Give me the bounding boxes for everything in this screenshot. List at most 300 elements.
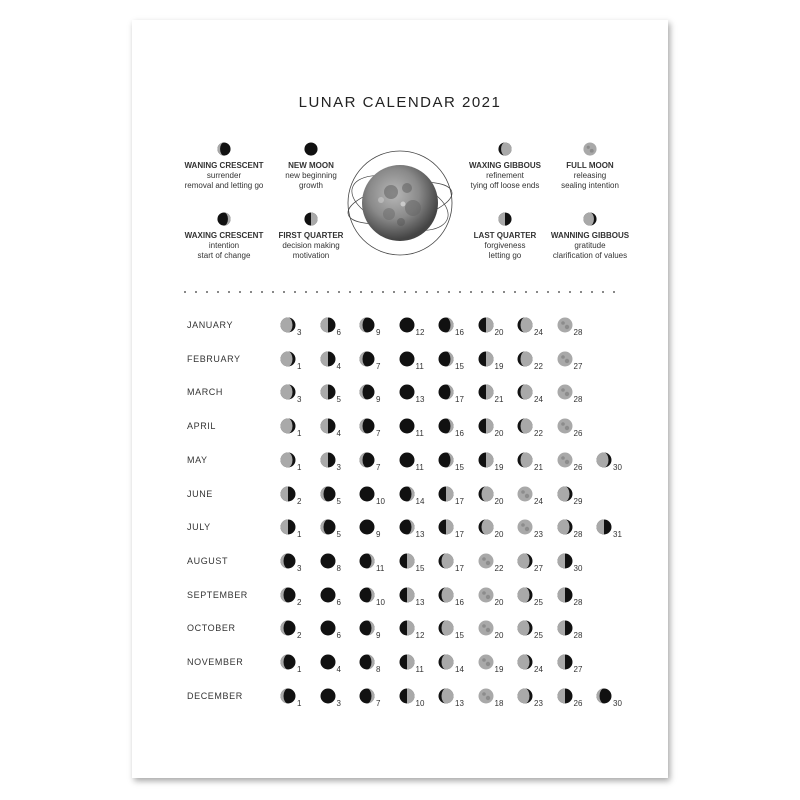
- moon-day: [320, 351, 354, 373]
- moon-day: [359, 688, 393, 710]
- moon-day: [320, 317, 354, 339]
- moon-phase-icon: [478, 587, 494, 603]
- moon-day: [280, 452, 314, 474]
- moon-day: [320, 654, 354, 676]
- moon-day: [478, 452, 512, 474]
- day-number: 20: [494, 597, 504, 607]
- moon-day: [280, 519, 314, 541]
- day-number: 26: [573, 698, 583, 708]
- month-label: MARCH: [187, 387, 223, 398]
- day-number: 3: [297, 328, 302, 337]
- moon-phase-icon: [280, 654, 296, 670]
- day-number: 4: [336, 361, 341, 371]
- day-number: 13: [415, 530, 425, 540]
- day-number: 9: [376, 395, 381, 405]
- legend-phase-name: WANNING GIBBOUS: [550, 231, 630, 240]
- moon-day: [399, 688, 433, 710]
- day-number: 10: [376, 496, 385, 506]
- moon-day: [478, 486, 512, 508]
- day-number: 19: [494, 361, 504, 371]
- moon-day: [557, 620, 591, 642]
- day-number: 17: [455, 530, 464, 540]
- day-number: 20: [494, 496, 504, 506]
- moon-day: [399, 654, 433, 676]
- legend-phase-name: WAXING GIBBOUS: [468, 161, 541, 170]
- moon-phase-icon: [478, 620, 494, 636]
- day-number: 7: [376, 429, 381, 439]
- moon-phase-icon: [399, 452, 415, 468]
- moon-day: [320, 418, 354, 440]
- moon-day: [557, 654, 591, 676]
- moon-day: [557, 688, 591, 710]
- moon-day: [517, 654, 551, 676]
- legend-meaning: removal and letting go: [184, 181, 264, 190]
- moon-day: [478, 587, 512, 609]
- moon-phase-icon: [359, 654, 375, 670]
- day-number: 1: [297, 429, 302, 439]
- moon-phase-icon: [557, 418, 573, 434]
- moon-phase-icon: [280, 384, 296, 400]
- moon-day: [438, 587, 472, 609]
- moon-phase-icon: [438, 553, 454, 569]
- moon-day: [399, 384, 433, 406]
- month-label: FEBRUARY: [187, 353, 241, 364]
- month-label: SEPTEMBER: [187, 589, 248, 600]
- day-number: 21: [494, 395, 504, 405]
- moon-phase-icon: [478, 654, 494, 670]
- day-number: 7: [376, 698, 381, 708]
- day-number: 6: [336, 631, 341, 641]
- day-number: 1: [297, 665, 302, 674]
- legend-meaning: clarification of values: [552, 251, 628, 260]
- moon-day: [596, 452, 630, 474]
- moon-phase-icon: [359, 486, 375, 502]
- moon-phase-icon: [438, 587, 454, 603]
- moon-day: [399, 620, 433, 642]
- moon-phase-icon: [280, 688, 296, 704]
- day-number: 30: [613, 698, 622, 708]
- legend-phase-name: NEW MOON: [288, 161, 334, 170]
- legend-full: [535, 142, 645, 191]
- moon-phase-icon: [517, 351, 533, 367]
- legend-meaning: intention: [208, 241, 240, 250]
- moon-day: [557, 418, 591, 440]
- moon-phase-icon: [596, 519, 612, 535]
- moon-day: [320, 384, 354, 406]
- day-number: 2: [297, 597, 302, 607]
- legend-meaning: tying off loose ends: [470, 181, 540, 190]
- moon-day: [359, 418, 393, 440]
- moon-day: [280, 418, 314, 440]
- moon-phase-icon: [320, 452, 336, 468]
- moon-day: [399, 418, 433, 440]
- moon-day: [399, 351, 433, 373]
- moon-phase-icon: [517, 384, 533, 400]
- moon-day: [517, 317, 551, 339]
- moon-phase-icon: [557, 688, 573, 704]
- moon-day: [517, 418, 551, 440]
- day-number: 1: [297, 698, 302, 708]
- moon-day: [399, 486, 433, 508]
- moon-day: [517, 486, 551, 508]
- day-number: 2: [297, 631, 302, 641]
- day-number: 5: [336, 496, 341, 506]
- moon-day: [596, 688, 630, 710]
- moon-phase-icon: [517, 553, 533, 569]
- day-number: 11: [415, 462, 424, 472]
- month-label: APRIL: [187, 421, 217, 432]
- moon-phase-icon: [280, 317, 296, 333]
- moon-phase-icon: [478, 418, 494, 434]
- moon-phase-icon: [320, 418, 336, 434]
- day-number: 19: [494, 462, 504, 472]
- day-number: 27: [534, 563, 543, 573]
- day-number: 24: [534, 328, 543, 337]
- moon-day: [280, 317, 314, 339]
- day-number: 20: [494, 328, 504, 337]
- day-number: 29: [573, 496, 583, 506]
- moon-phase-icon: [320, 519, 336, 535]
- moon-phase-icon: [478, 384, 494, 400]
- month-label: OCTOBER: [187, 623, 236, 634]
- day-number: 28: [573, 328, 583, 337]
- moon-phase-icon: [320, 317, 336, 333]
- legend-meaning: refinement: [486, 171, 524, 180]
- day-number: 6: [336, 328, 341, 337]
- moon-day: [438, 519, 472, 541]
- day-number: 7: [376, 361, 381, 371]
- moon-phase-icon: [438, 452, 454, 468]
- moon-day: [438, 351, 472, 373]
- day-number: 30: [573, 563, 583, 573]
- moon-day: [478, 519, 512, 541]
- day-number: 25: [534, 631, 543, 641]
- legend-meaning: sealing intention: [561, 181, 619, 190]
- day-number: 16: [455, 597, 464, 607]
- moon-day: [280, 384, 314, 406]
- moon-phase-icon: [399, 384, 415, 400]
- moon-phase-icon: [517, 486, 533, 502]
- moon-phase-icon: [557, 587, 573, 603]
- moon-phase-icon: [478, 351, 494, 367]
- day-number: 9: [376, 631, 381, 641]
- moon-day: [478, 317, 512, 339]
- legend-phase-name: FIRST QUARTER: [278, 231, 344, 240]
- new-moon-icon: [304, 142, 318, 156]
- moon-phase-icon: [517, 418, 533, 434]
- legend-meaning: new beginning: [285, 171, 337, 180]
- day-number: 8: [336, 563, 341, 573]
- moon-phase-icon: [438, 486, 454, 502]
- moon-phase-icon: [557, 654, 573, 670]
- day-number: 12: [415, 328, 425, 337]
- legend-meaning: start of change: [197, 251, 251, 260]
- moon-day: [438, 384, 472, 406]
- day-number: 24: [534, 496, 543, 506]
- moon-phase-icon: [557, 620, 573, 636]
- month-label: NOVEMBER: [187, 657, 244, 667]
- moon-phase-icon: [280, 418, 296, 434]
- moon-day: [478, 351, 512, 373]
- moon-phase-icon: [399, 587, 415, 603]
- moon-day: [517, 553, 551, 575]
- moon-day: [320, 587, 354, 609]
- moon-day: [320, 688, 354, 710]
- day-number: 17: [455, 395, 464, 405]
- moon-phase-icon: [557, 317, 573, 333]
- moon-phase-icon: [320, 553, 336, 569]
- moon-phase-icon: [517, 654, 533, 670]
- legend-phase-name: WAXING CRESCENT: [184, 231, 264, 240]
- legend-meaning: letting go: [488, 251, 522, 260]
- day-number: 12: [415, 631, 425, 641]
- moon-phase-icon: [280, 351, 296, 367]
- day-number: 27: [573, 361, 583, 371]
- moon-phase-icon: [399, 688, 415, 704]
- day-number: 17: [455, 563, 464, 573]
- moon-phase-icon: [517, 620, 533, 636]
- page-title: LUNAR CALENDAR 2021: [298, 94, 502, 111]
- moon-phase-icon: [359, 317, 375, 333]
- moon-day: [557, 317, 591, 339]
- moon-phase-icon: [359, 351, 375, 367]
- day-number: 3: [297, 395, 302, 405]
- day-number: 31: [613, 530, 622, 540]
- moon-phase-icon: [438, 519, 454, 535]
- day-number: 6: [336, 597, 341, 607]
- moon-day: [478, 553, 512, 575]
- moon-day: [359, 654, 393, 676]
- month-label: JANUARY: [187, 320, 234, 330]
- legend-meaning: decision making: [282, 241, 340, 250]
- month-label: AUGUST: [187, 555, 229, 566]
- moon-day: [359, 587, 393, 609]
- first-quarter-moon-icon: [304, 212, 318, 226]
- moon-phase-icon: [438, 351, 454, 367]
- moon-day: [438, 654, 472, 676]
- moon-day: [517, 351, 551, 373]
- legend-phase-name: FULL MOON: [566, 161, 614, 170]
- moon-day: [399, 452, 433, 474]
- moon-phase-icon: [557, 384, 573, 400]
- moon-phase-icon: [517, 688, 533, 704]
- day-number: 10: [415, 698, 425, 708]
- moon-day: [438, 620, 472, 642]
- day-number: 1: [297, 530, 302, 540]
- moon-phase-icon: [320, 486, 336, 502]
- day-number: 11: [415, 429, 424, 439]
- moon-phase-icon: [320, 351, 336, 367]
- day-number: 14: [455, 665, 464, 674]
- day-number: 21: [534, 462, 543, 472]
- moon-day: [359, 553, 393, 575]
- day-number: 25: [534, 597, 543, 607]
- day-number: 15: [415, 563, 425, 573]
- waning-gibbous-moon-icon: [583, 212, 597, 226]
- moon-day: [478, 688, 512, 710]
- moon-phase-icon: [478, 452, 494, 468]
- legend-meaning: surrender: [206, 171, 242, 180]
- moon-phase-icon: [359, 384, 375, 400]
- full-moon-illustration-icon: [345, 148, 455, 258]
- day-number: 13: [415, 395, 425, 405]
- moon-day: [320, 452, 354, 474]
- day-number: 3: [336, 462, 341, 472]
- day-number: 16: [455, 429, 464, 439]
- day-number: 30: [613, 462, 622, 472]
- moon-phase-icon: [478, 553, 494, 569]
- day-number: 17: [455, 496, 464, 506]
- moon-day: [557, 587, 591, 609]
- day-number: 3: [297, 563, 302, 573]
- day-number: 5: [336, 395, 341, 405]
- day-number: 2: [297, 496, 302, 506]
- moon-phase-icon: [359, 688, 375, 704]
- legend-meaning: forgiveness: [484, 241, 526, 250]
- moon-phase-icon: [280, 553, 296, 569]
- moon-phase-icon: [438, 384, 454, 400]
- moon-phase-icon: [557, 519, 573, 535]
- moon-phase-icon: [478, 317, 494, 333]
- moon-day: [478, 418, 512, 440]
- moon-phase-icon: [517, 452, 533, 468]
- moon-phase-icon: [399, 486, 415, 502]
- day-number: 26: [573, 462, 583, 472]
- day-number: 1: [297, 361, 302, 371]
- moon-phase-icon: [517, 519, 533, 535]
- moon-phase-icon: [320, 587, 336, 603]
- waxing-gibbous-moon-icon: [498, 142, 512, 156]
- moon-phase-icon: [280, 620, 296, 636]
- moon-day: [359, 317, 393, 339]
- day-number: 4: [336, 429, 341, 439]
- month-label: JULY: [187, 522, 211, 533]
- moon-day: [557, 486, 591, 508]
- moon-day: [557, 452, 591, 474]
- moon-phase-icon: [320, 384, 336, 400]
- moon-phase-icon: [359, 587, 375, 603]
- last-quarter-moon-icon: [498, 212, 512, 226]
- moon-day: [280, 654, 314, 676]
- day-number: 13: [455, 698, 464, 708]
- moon-day: [399, 519, 433, 541]
- moon-day: [320, 620, 354, 642]
- moon-day: [280, 351, 314, 373]
- day-number: 9: [376, 328, 381, 337]
- moon-day: [557, 384, 591, 406]
- moon-phase-icon: [320, 654, 336, 670]
- moon-day: [280, 587, 314, 609]
- moon-day: [557, 351, 591, 373]
- day-number: 28: [573, 395, 583, 405]
- day-number: 15: [455, 361, 464, 371]
- moon-day: [359, 452, 393, 474]
- moon-day: [438, 553, 472, 575]
- moon-day: [359, 351, 393, 373]
- day-number: 7: [376, 462, 381, 472]
- day-number: 24: [534, 395, 543, 405]
- day-number: 13: [415, 597, 425, 607]
- day-number: 23: [534, 530, 543, 540]
- day-number: 22: [534, 429, 543, 439]
- moon-phase-icon: [399, 654, 415, 670]
- legend-phase-name: WANING CRESCENT: [184, 161, 264, 170]
- day-number: 22: [534, 361, 543, 371]
- moon-day: [359, 519, 393, 541]
- day-number: 20: [494, 530, 504, 540]
- moon-phase-icon: [596, 688, 612, 704]
- moon-phase-icon: [557, 486, 573, 502]
- moon-phase-icon: [359, 452, 375, 468]
- moon-day: [399, 317, 433, 339]
- moon-phase-icon: [517, 317, 533, 333]
- day-number: 27: [573, 665, 583, 674]
- moon-phase-icon: [359, 519, 375, 535]
- moon-phase-icon: [359, 418, 375, 434]
- day-number: 23: [534, 698, 543, 708]
- moon-phase-icon: [557, 351, 573, 367]
- moon-phase-icon: [438, 317, 454, 333]
- day-number: 20: [494, 631, 504, 641]
- moon-day: [359, 384, 393, 406]
- moon-day: [280, 688, 314, 710]
- waxing-crescent-moon-icon: [217, 212, 231, 226]
- full-moon-icon: [583, 142, 597, 156]
- day-number: 11: [376, 563, 385, 573]
- moon-day: [399, 587, 433, 609]
- month-label: DECEMBER: [187, 690, 243, 701]
- day-number: 14: [415, 496, 425, 506]
- month-label: MAY: [187, 454, 208, 465]
- moon-day: [517, 620, 551, 642]
- legend-meaning: motivation: [292, 251, 330, 260]
- day-number: 24: [534, 665, 543, 674]
- moon-phase-icon: [280, 519, 296, 535]
- day-number: 11: [415, 665, 424, 674]
- moon-day: [280, 553, 314, 575]
- day-number: 16: [455, 328, 464, 337]
- moon-day: [478, 384, 512, 406]
- moon-day: [478, 620, 512, 642]
- day-number: 1: [297, 462, 302, 472]
- day-number: 26: [573, 429, 583, 439]
- moon-day: [359, 486, 393, 508]
- moon-phase-icon: [399, 418, 415, 434]
- moon-phase-icon: [478, 688, 494, 704]
- day-number: 15: [455, 462, 464, 472]
- legend-meaning: gratitude: [574, 241, 606, 250]
- day-number: 3: [336, 698, 341, 708]
- moon-phase-icon: [596, 452, 612, 468]
- moon-phase-icon: [399, 317, 415, 333]
- month-label: JUNE: [187, 488, 213, 499]
- moon-phase-icon: [438, 620, 454, 636]
- moon-day: [280, 620, 314, 642]
- moon-day: [478, 654, 512, 676]
- moon-day: [438, 486, 472, 508]
- moon-phase-icon: [557, 553, 573, 569]
- moon-day: [557, 519, 591, 541]
- day-number: 28: [573, 530, 583, 540]
- moon-phase-icon: [517, 587, 533, 603]
- day-number: 28: [573, 597, 583, 607]
- moon-phase-icon: [478, 519, 494, 535]
- moon-phase-icon: [359, 553, 375, 569]
- moon-phase-icon: [399, 553, 415, 569]
- day-number: 18: [494, 698, 504, 708]
- moon-phase-icon: [557, 452, 573, 468]
- dotted-divider: [184, 290, 624, 294]
